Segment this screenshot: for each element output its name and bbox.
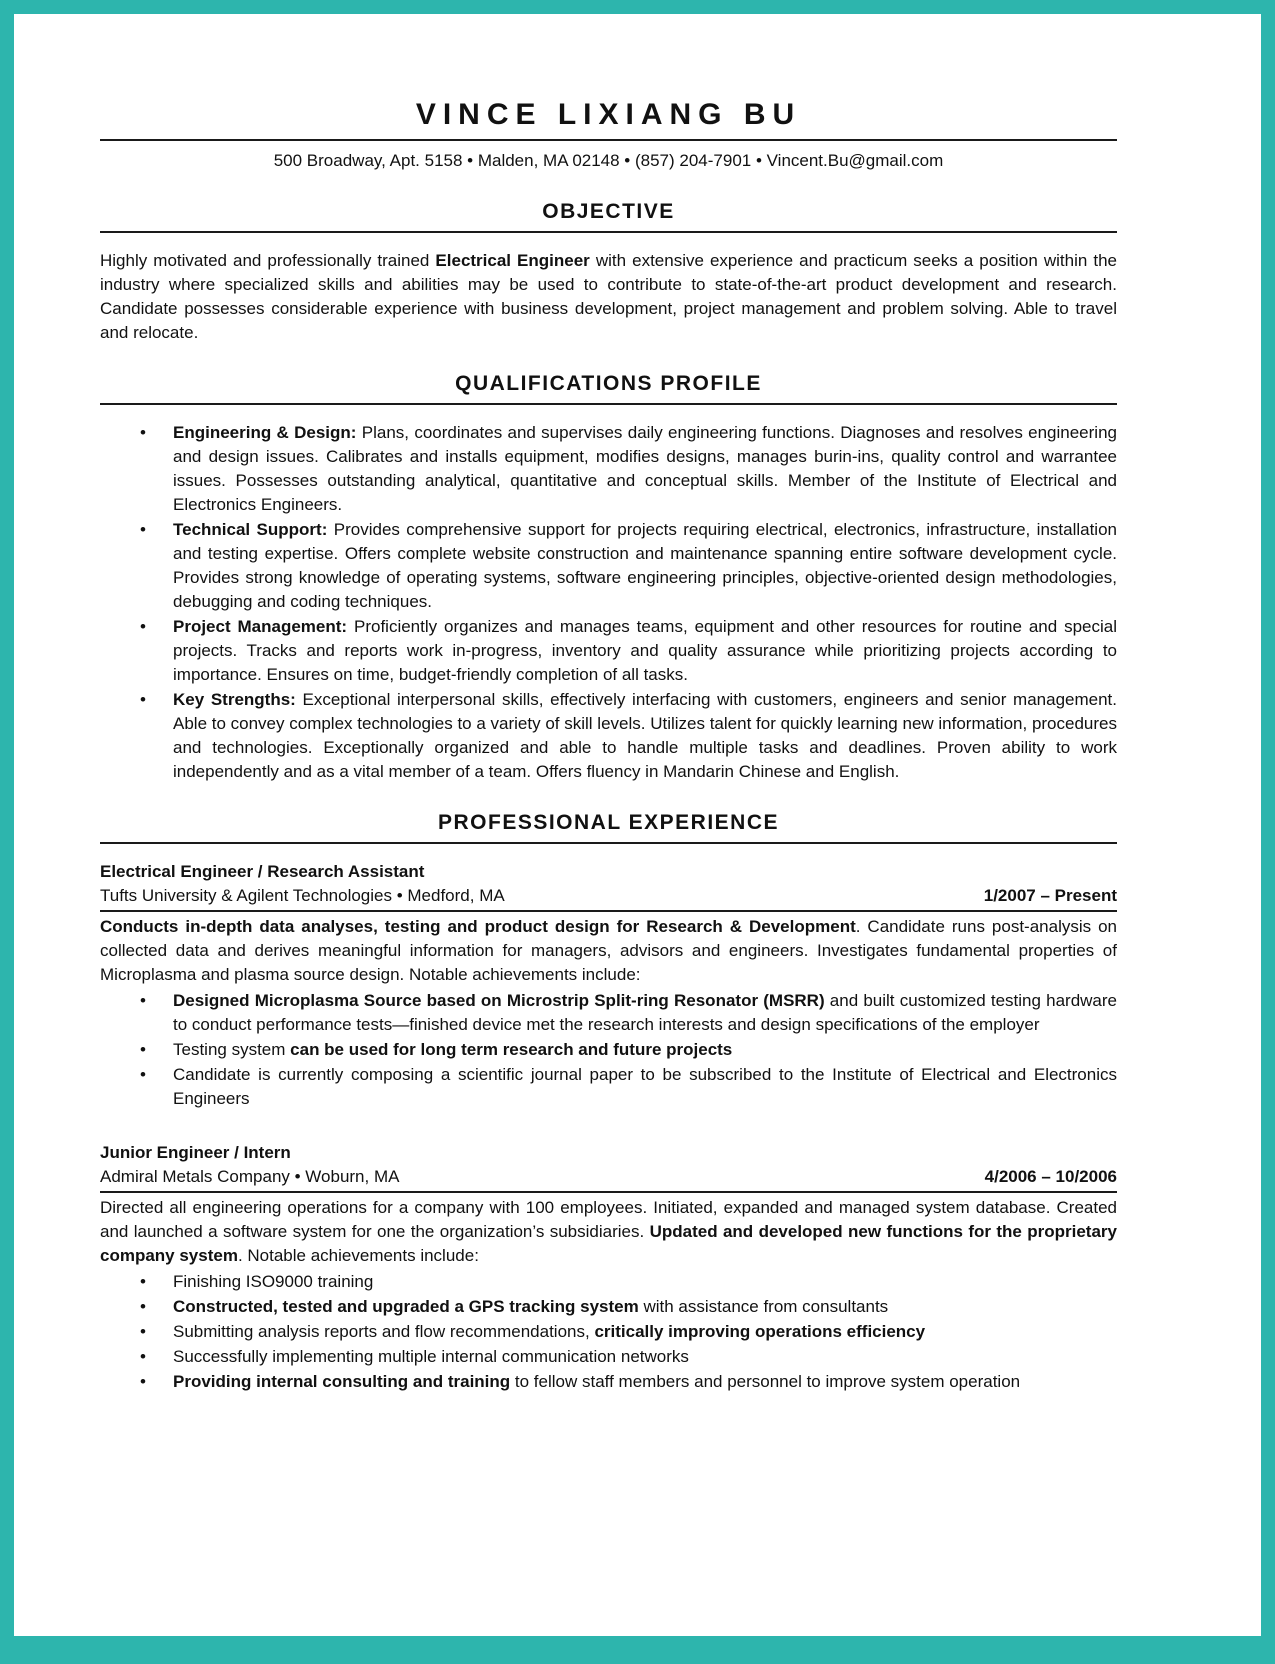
job-bullet: • Testing system can be used for long term research and future projects (100, 1038, 1117, 1062)
job-bullet: • Candidate is currently composing a scientific journal paper to be subscribed to the Institute of Electrical and Electronics Engineers (100, 1063, 1117, 1111)
qualifications-divider (100, 403, 1117, 405)
resume-page (14, 14, 1261, 1636)
job-entry-electrical-engineer (100, 860, 1117, 1111)
experience-divider (100, 842, 1117, 844)
job-bullet: • Submitting analysis reports and flow recommendations, critically improving operations efficiency (100, 1320, 1117, 1344)
qualification-bullet: • Engineering & Design: Plans, coordinates and supervises daily engineering functions. Diagnoses and resolves engineering and design issues. Calibrates and installs equipment, modifies designs, manages burin-ins, quality control and warrantee issues. Possesses outstanding analytical, quantitative and conceptual skills. Member of the Institute of Electrical and Electronics Engineers. (100, 421, 1117, 517)
job-dates: 4/2006 – 10/2006 (984, 1167, 1117, 1186)
objective-divider (100, 231, 1117, 233)
qualifications-list (100, 421, 1117, 784)
job-achievements-list (100, 989, 1117, 1111)
job-meta-row (100, 884, 1117, 912)
job-achievements-list (100, 1270, 1117, 1394)
section-objective (100, 199, 1117, 345)
section-experience (100, 810, 1117, 1394)
candidate-name: VINCE LIXIANG BU (415, 98, 802, 131)
objective-title: OBJECTIVE (542, 200, 675, 223)
job-bullet: • Finishing ISO9000 training (100, 1270, 1117, 1294)
job-bullet: • Providing internal consulting and training to fellow staff members and personnel to improve system operation (100, 1370, 1117, 1394)
job-company: Tufts University & Agilent Technologies • Medford, MA (100, 886, 505, 905)
job-summary: Directed all engineering operations for a company with 100 employees. Initiated, expanded and managed system database. Created and launched a software system for one the organization’s subsidiaries. Updated and developed new functions for the proprietary company system. Notable achievements include: (100, 1198, 1117, 1265)
objective-paragraph: Highly motivated and professionally trained Electrical Engineer with extensive experience and practicum seeks a position within the industry where specialized skills and abilities may be used to contribute to state-of-the-art product development and research. Candidate possesses considerable experience with business development, project management and problem solving. Able to travel and relocate. (100, 251, 1117, 342)
qualification-bullet: • Project Management: Proficiently organizes and manages teams, equipment and other resources for routine and special projects. Tracks and reports work in-progress, inventory and quality assurance while prioritizing projects according to importance. Ensures on time, budget-friendly completion of all tasks. (100, 615, 1117, 687)
job-bullet: • Designed Microplasma Source based on Microstrip Split-ring Resonator (MSRR) and built customized testing hardware to conduct performance tests—finished device met the research interests and design specifications of the employer (100, 989, 1117, 1037)
job-bullet: • Successfully implementing multiple internal communication networks (100, 1345, 1117, 1369)
header-divider (100, 139, 1117, 141)
experience-title: PROFESSIONAL EXPERIENCE (437, 811, 779, 834)
qualification-bullet: • Technical Support: Provides comprehensive support for projects requiring electrical, electronics, infrastructure, installation and testing expertise. Offers complete website construction and maintenance spanning entire software development cycle. Provides strong knowledge of operating systems, software engineering principles, objective-oriented design methodologies, debugging and coding techniques. (100, 518, 1117, 614)
job-bullet: • Constructed, tested and upgraded a GPS tracking system with assistance from consultants (100, 1295, 1117, 1319)
job-dates: 1/2007 – Present (983, 886, 1117, 905)
job-summary: Conducts in-depth data analyses, testing and product design for Research & Development. Candidate runs post-analysis on collected data and derives meaningful information for managers, advisors and engineers. Investigates fundamental properties of Microplasma and plasma source design. Notable achievements include: (100, 917, 1118, 984)
job-entry-junior-engineer (100, 1141, 1117, 1394)
job-title: Electrical Engineer / Research Assistant (100, 862, 425, 881)
job-company: Admiral Metals Company • Woburn, MA (100, 1167, 400, 1186)
job-meta-row (100, 1165, 1117, 1193)
contact-line: 500 Broadway, Apt. 5158 • Malden, MA 02148 • (857) 204-7901 • Vincent.Bu@gmail.com (273, 151, 944, 170)
job-title: Junior Engineer / Intern (100, 1143, 291, 1162)
qualification-bullet: • Key Strengths: Exceptional interpersonal skills, effectively interfacing with customers, engineers and senior management. Able to convey complex technologies to a variety of skill levels. Utilizes talent for quickly learning new information, procedures and technologies. Exceptionally organized and able to handle multiple tasks and deadlines. Proven ability to work independently and as a vital member of a team. Offers fluency in Mandarin Chinese and English. (100, 688, 1117, 784)
resume-header (100, 98, 1117, 173)
qualifications-title: QUALIFICATIONS PROFILE (455, 372, 762, 395)
section-qualifications (100, 371, 1117, 784)
